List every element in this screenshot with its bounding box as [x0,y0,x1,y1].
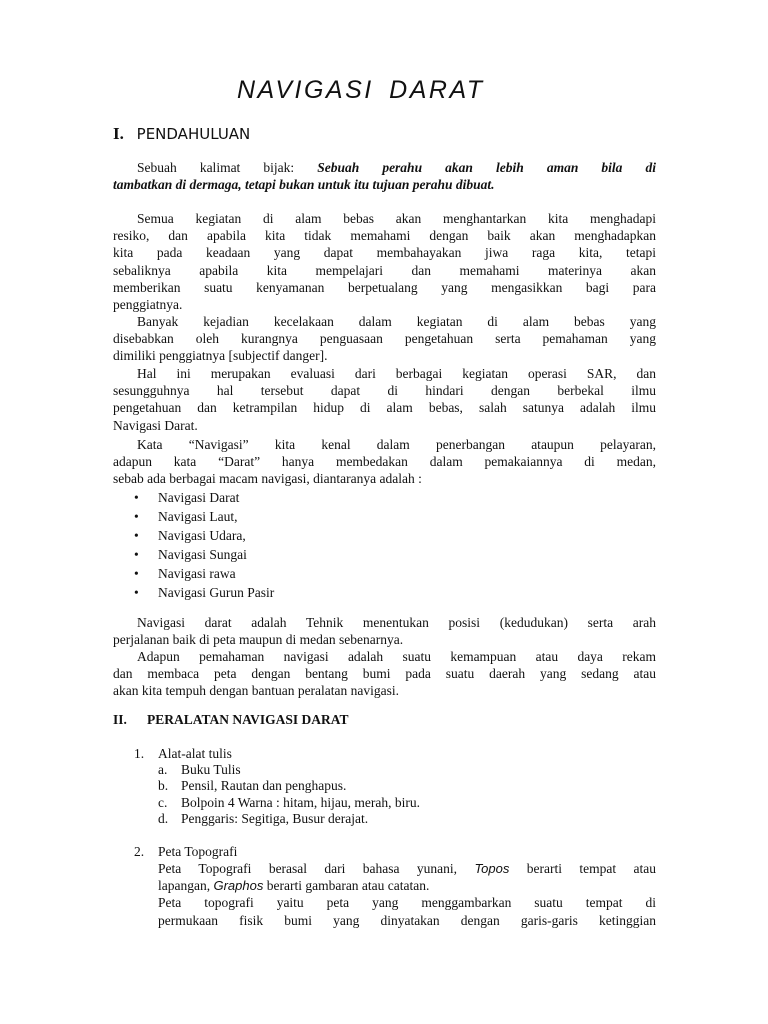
paragraph-intro-4 [113,436,656,488]
section-1-title: PENDAHULUAN [136,125,251,143]
text-line: Banyak kejadian kecelakaan dalam kegiatan di alam bebas yang [137,314,656,329]
list-item: • Navigasi Sungai [134,547,247,562]
writing-tools-list [158,762,420,828]
bullet-icon: • [134,585,139,600]
equipment-item-1 [134,745,232,762]
section-1-number: I [113,124,120,143]
text-line: dimiliki penggiatnya [subjectif danger]. [113,348,328,364]
text-line: Hal ini merupakan evaluasi dari berbagai kegiatan operasi SAR, dan [137,366,656,381]
list-item: • Navigasi Darat [134,490,240,505]
list-item: 2. Peta Topografi [134,844,238,859]
document-title: NAVIGASI DARAT [237,76,485,104]
equipment-item-2 [134,843,237,860]
bullet-icon: • [134,547,139,562]
text-line: akan kita tempuh dengan bantuan peralatan navigasi. [113,683,400,699]
text-line: Navigasi darat adalah Tehnik menentukan posisi (kedudukan) serta arah [137,615,656,630]
list-item: c. Bolpoin 4 Warna : hitam, hijau, merah, biru. [158,794,420,810]
text-line: sebab ada berbagai macam navigasi, diantaranya adalah : [113,471,422,487]
list-item: b. Pensil, Rautan dan penghapus. [158,778,347,794]
list-item: a. Buku Tulis [158,762,241,777]
paragraph-intro-2 [113,313,656,365]
bullet-icon: • [134,490,139,505]
paragraph-definition [113,614,656,648]
quote-line-2: tambatkan di dermaga, tetapi bukan untuk itu tujuan perahu dibuat. [113,177,495,193]
paragraph-understanding [113,648,656,700]
list-item: 1. Alat-alat tulis [134,746,232,761]
section-1-number-dot: . [119,124,124,143]
text-line: Kata “Navigasi” kita kenal dalam penerbangan ataupun pelayaran, [137,437,656,452]
text-line: adapun kata “Darat” hanya membedakan dalam pemakaiannya di medan, [113,454,656,470]
list-item: • Navigasi rawa [134,566,236,581]
bullet-icon: • [134,509,139,524]
text-line: dan membaca peta dengan bentang bumi pada suatu daerah yang sedang atau [113,666,656,682]
section-2-title: PERALATAN NAVIGASI DARAT [147,712,349,727]
text-line: disebabkan oleh kurangnya penguasaan pengetahuan serta pemahaman yang [113,331,656,347]
list-item: • Navigasi Udara, [134,528,246,543]
text-line: lapangan, Graphos berarti gambaran atau catatan. [158,878,430,894]
list-item: • Navigasi Gurun Pasir [134,585,275,600]
paragraph-intro-3 [113,365,656,434]
text-line: pengetahuan dan ketrampilan hidup di alam bebas, salah satunya adalah ilmu [113,400,656,416]
text-line: Navigasi Darat. [113,417,198,433]
quote-paragraph [113,159,656,193]
text-line: Peta Topografi berasal dari bahasa yunani, Topos berarti tempat atau [158,861,656,876]
text-line: memberikan suatu kenyamanan berpetualang yang mengasikkan bagi para [113,279,656,295]
text-line: sesungguhnya hal tersebut dapat di hindari dengan berbekal ilmu [113,383,656,399]
text-line: sebaliknya apabila kita mempelajari dan memahami materinya akan [113,262,656,278]
text-line: Peta topografi yaitu peta yang menggambarkan suatu tempat di [158,895,656,911]
section-1-heading [113,124,250,144]
text-line: perjalanan baik di peta maupun di medan sebenarnya. [113,632,404,648]
bullet-icon: • [134,528,139,543]
topographic-map-description [158,860,656,929]
section-2-number: II. [113,712,127,727]
quote-line-1: Sebuah kalimat bijak: Sebuah perahu akan lebih aman bila di [137,160,656,175]
text-line: Adapun pemahaman navigasi adalah suatu kemampuan atau daya rekam [137,649,656,664]
list-item: • Navigasi Laut, [134,509,238,524]
text-line: kita pada keadaan yang dapat membahayakan jiwa raga kita, tetapi [113,245,656,261]
text-line: permukaan fisik bumi yang dinyatakan dengan garis-garis ketinggian [158,912,656,928]
text-line: penggiatnya. [113,296,183,312]
text-line: Semua kegiatan di alam bebas akan menghantarkan kita menghadapi [137,211,656,226]
paragraph-intro-1 [113,210,656,313]
text-line: resiko, dan apabila kita tidak memahami dengan baik akan menghadapkan [113,228,656,244]
navigation-types-list [113,488,413,602]
section-2-heading [113,712,349,728]
bullet-icon: • [134,566,139,581]
list-item: d. Penggaris: Segitiga, Busur derajat. [158,811,369,827]
